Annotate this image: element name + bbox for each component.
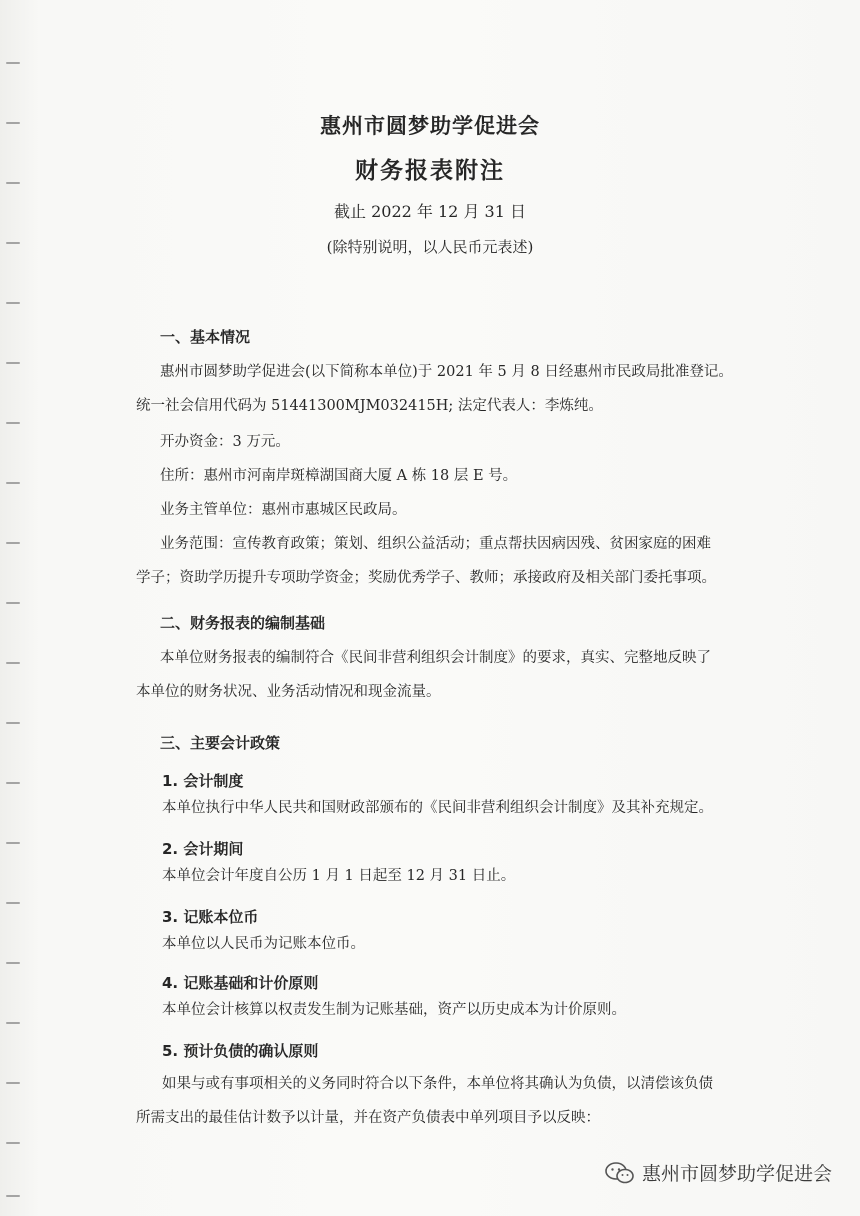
policy-item-text: 本单位执行中华人民共和国财政部颁布的《民间非营利组织会计制度》及其补充规定。	[162, 800, 713, 816]
section1-scope-line1: 业务范围：宣传教育政策；策划、组织公益活动；重点帮扶因病因残、贫困家庭的困难	[160, 536, 711, 552]
policy-item-text: 本单位以人民币为记账本位币。	[162, 936, 365, 952]
section1-line2: 统一社会信用代码为 51441300MJM032415H; 法定代表人：李炼纯。	[136, 398, 603, 414]
currency-note: (除特别说明，以人民币元表述)	[326, 238, 534, 256]
org-title: 惠州市圆梦助学促进会	[320, 113, 540, 138]
policy-item-title: 3. 记账本位币	[162, 908, 259, 926]
policy-item5-line1: 如果与或有事项相关的义务同时符合以下条件，本单位将其确认为负债，以清偿该负债	[162, 1076, 713, 1092]
section2-line2: 本单位的财务状况、业务活动情况和现金流量。	[136, 684, 441, 700]
section1-address: 住所：惠州市河南岸斑樟湖国商大厦 A 栋 18 层 E 号。	[160, 468, 518, 484]
section2-heading: 二、财务报表的编制基础	[160, 614, 326, 632]
section1-heading: 一、基本情况	[160, 328, 251, 346]
section1-supervisor: 业务主管单位：惠州市惠城区民政局。	[160, 502, 407, 518]
policy-item-title: 1. 会计制度	[162, 772, 244, 790]
section1-scope-line2: 学子；资助学历提升专项助学资金；奖励优秀学子、教师；承接政府及相关部门委托事项。	[136, 570, 716, 586]
period-line: 截止 2022 年 12 月 31 日	[334, 202, 526, 221]
section1-line1: 惠州市圆梦助学促进会(以下简称本单位)于 2021 年 5 月 8 日经惠州市民政局批准登记。	[160, 364, 733, 380]
section3-heading: 三、主要会计政策	[160, 734, 281, 752]
watermark-text: 惠州市圆梦助学促进会	[641, 1163, 832, 1185]
policy-item-text: 本单位会计核算以权责发生制为记账基础，资产以历史成本为计价原则。	[162, 1002, 626, 1018]
policy-item-title: 5. 预计负债的确认原则	[162, 1042, 319, 1060]
policy-item-title: 2. 会计期间	[162, 840, 244, 858]
wechat-watermark	[604, 1159, 832, 1186]
document-title: 财务报表附注	[355, 157, 505, 184]
policy-item-title: 4. 记账基础和计价原则	[162, 974, 319, 992]
policy-item5-line2: 所需支出的最佳估计数予以计量，并在资产负债表中单列项目予以反映：	[136, 1110, 600, 1126]
section2-line1: 本单位财务报表的编制符合《民间非营利组织会计制度》的要求，真实、完整地反映了	[160, 650, 711, 666]
section1-capital: 开办资金：3 万元。	[160, 434, 290, 450]
wechat-icon	[604, 1161, 636, 1185]
policy-item-text: 本单位会计年度自公历 1 月 1 日起至 12 月 31 日止。	[162, 868, 516, 884]
